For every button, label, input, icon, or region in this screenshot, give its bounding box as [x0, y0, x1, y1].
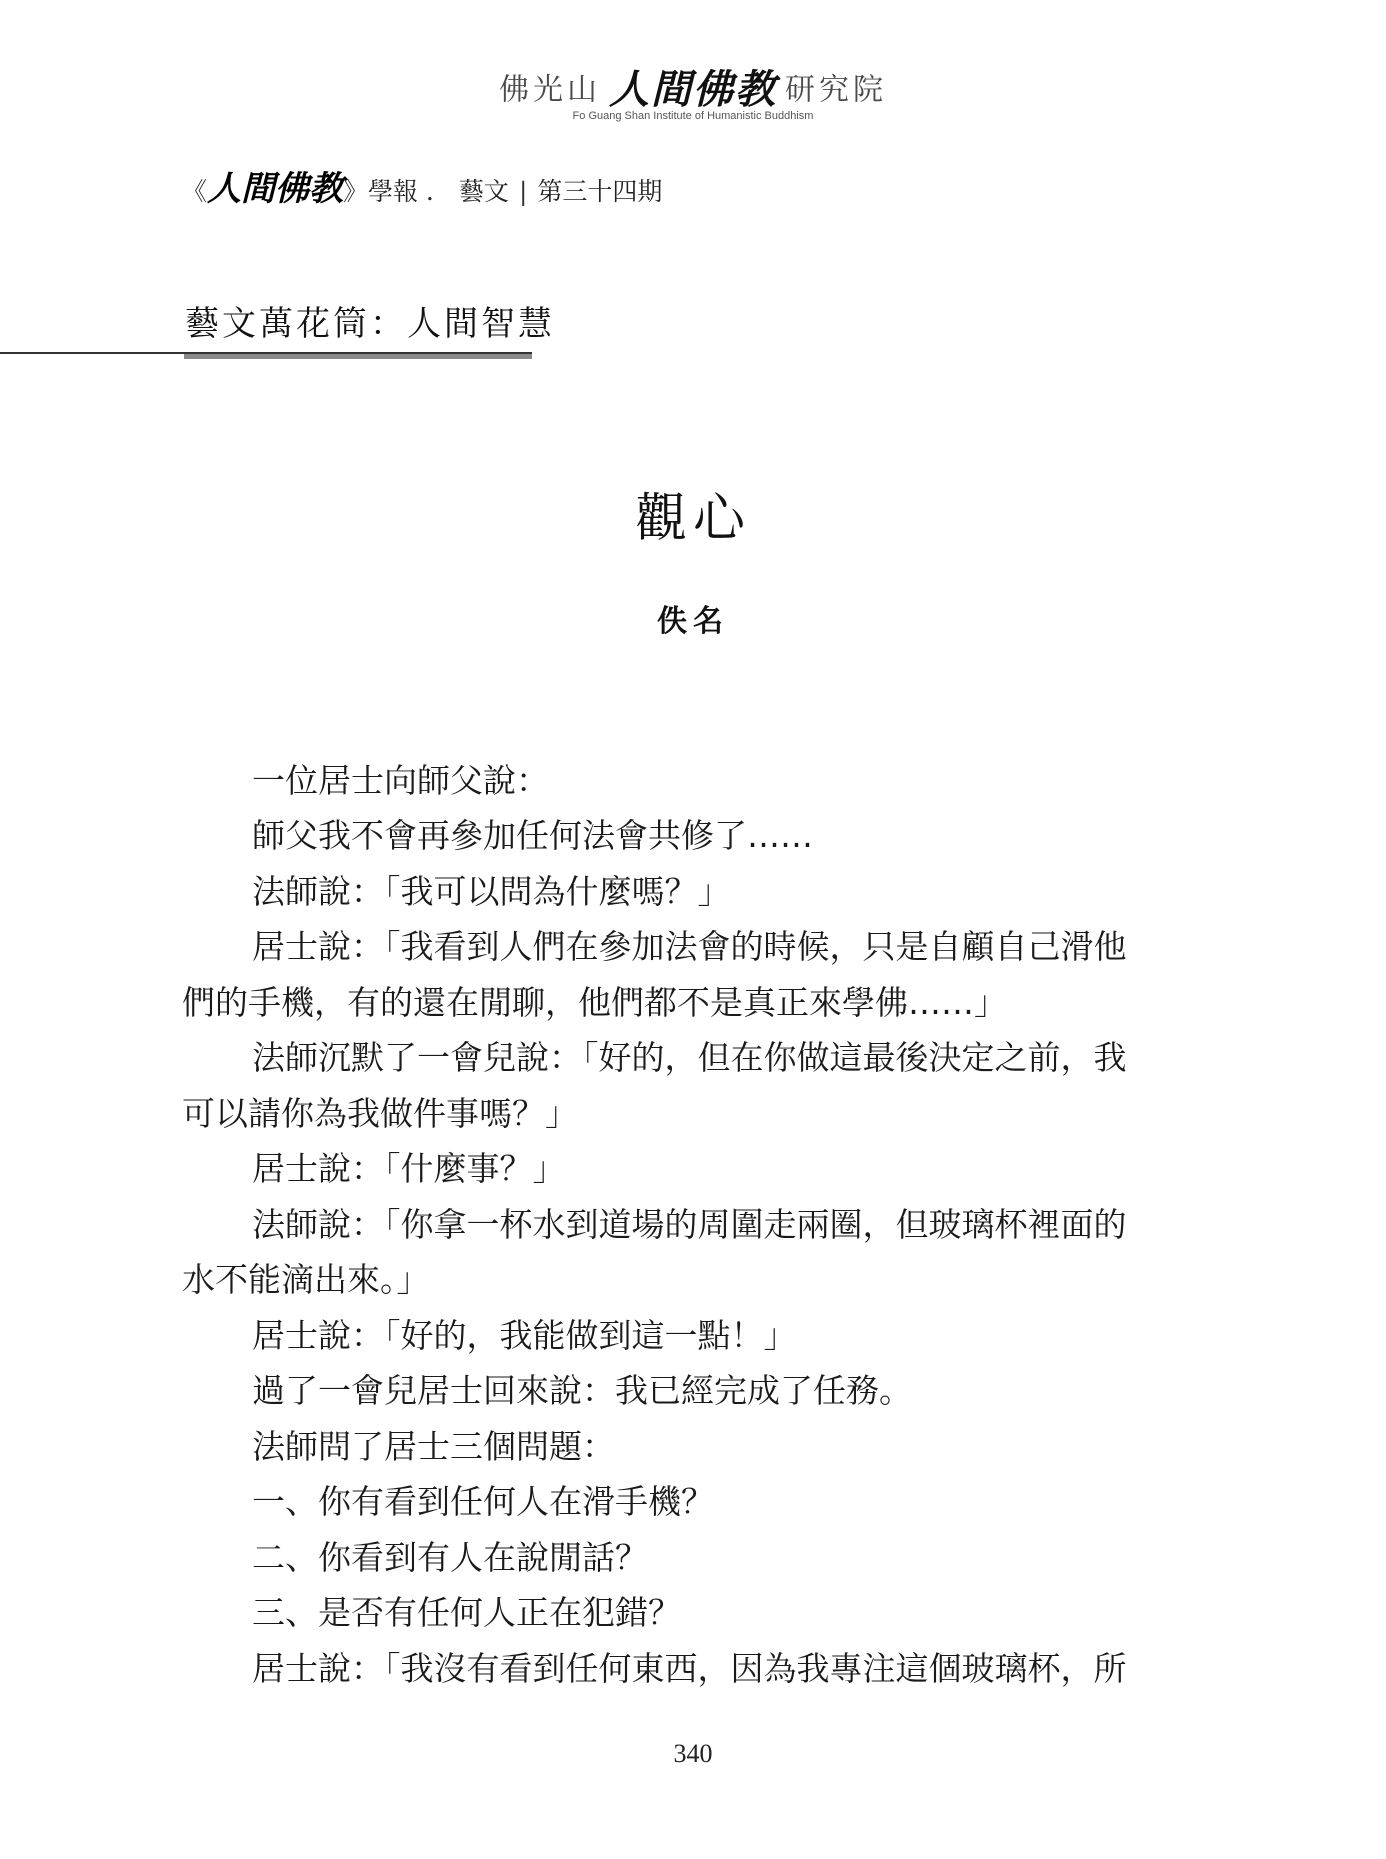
paragraph-line: 一、你有看到任何人在滑手機？ — [252, 1482, 714, 1521]
paragraph-line: 可以請你為我做件事嗎？」 — [182, 1094, 578, 1133]
paragraph-line: 法師說：「我可以問為什麼嗎？」 — [252, 872, 731, 911]
journal-issue: 第三十四期 — [537, 177, 663, 206]
paragraph-line: 法師沉默了一會兒說：「好的，但在你做這最後決定之前，我 — [252, 1038, 1127, 1077]
institute-name-part3: 研究院 — [785, 72, 887, 108]
paragraph-line: 二、你看到有人在說閒話？ — [252, 1538, 648, 1577]
article-title: 觀心 — [634, 489, 751, 549]
institute-logo-text: 人間佛教 — [609, 66, 777, 113]
paragraph-line: 三、是否有任何人正在犯錯？ — [252, 1593, 681, 1632]
page-number: 340 — [673, 1739, 713, 1768]
paragraph-line: 們的手機，有的還在閒聊，他們都不是真正來學佛……」 — [182, 983, 1007, 1022]
section-title: 藝文萬花筒：人間智慧 — [185, 304, 555, 344]
section-underline — [184, 354, 532, 359]
article-author: 佚名 — [657, 604, 729, 639]
journal-close-bracket: 》 — [343, 177, 369, 206]
journal-name: 人間佛教 — [207, 169, 344, 209]
journal-header — [182, 161, 662, 210]
paragraph-line: 法師說：「你拿一杯水到道場的周圍走兩圈，但玻璃杯裡面的 — [252, 1205, 1127, 1244]
institute-header — [0, 58, 1386, 115]
paragraph-line: 水不能滴出來。」 — [182, 1260, 430, 1299]
paragraph-line: 居士說：「什麼事？」 — [252, 1149, 566, 1188]
journal-open-bracket: 《 — [182, 177, 208, 206]
institute-name-part1: 佛光山 — [499, 72, 601, 108]
paragraph-line: 法師問了居士三個問題： — [252, 1427, 615, 1466]
paragraph-line: 居士說：「我沒有看到任何東西，因為我專注這個玻璃杯，所 — [252, 1649, 1127, 1688]
institute-english-name: Fo Guang Shan Institute of Humanistic Buddhism — [572, 110, 814, 122]
journal-subtitle: 學報 ． 藝文 — [368, 177, 509, 206]
paragraph-line: 一位居士向師父說： — [252, 761, 549, 800]
paragraph-line: 居士說：「好的，我能做到這一點！」 — [252, 1316, 797, 1355]
journal-divider: | — [518, 177, 528, 206]
paragraph-line: 過了一會兒居士回來說：我已經完成了任務。 — [252, 1371, 912, 1410]
paragraph-line: 居士說：「我看到人們在參加法會的時候，只是自顧自己滑他 — [252, 927, 1127, 966]
paragraph-line: 師父我不會再參加任何法會共修了…… — [252, 816, 813, 855]
